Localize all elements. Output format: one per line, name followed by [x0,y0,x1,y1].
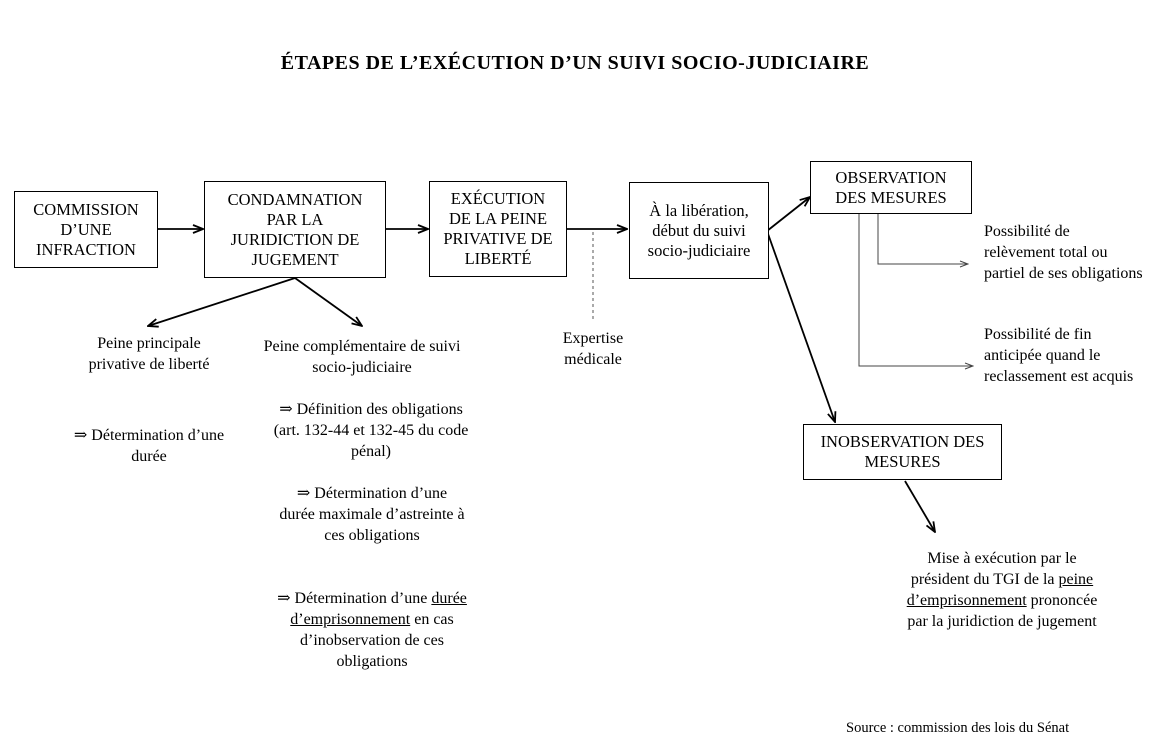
arrow-to-peine-principale [148,278,295,326]
outcome-suffix: prononcée par la juridiction de jugement [907,592,1098,630]
box-execution-peine: EXÉCUTION DE LA PEINE PRIVATIVE DE LIBERTÉ [429,181,567,277]
item3-prefix: ⇒ Détermination d’une [277,590,432,607]
peine-complementaire-item-obligations: ⇒ Définition des obligations (art. 132-44 et 132-45 du code pénal) [273,401,469,460]
box-commission-infraction: COMMISSION D’UNE INFRACTION [14,191,158,268]
arrow-observation-to-fin [859,214,973,366]
peine-complementaire-label: Peine complémentaire de suivi socio-judiciaire [263,338,461,376]
page-title: ÉTAPES DE L’EXÉCUTION D’UN SUIVI SOCIO-JUDICIAIRE [280,52,870,74]
observation-outcome-fin: Possibilité de fin anticipée quand le reclassement est acquis [984,326,1134,385]
peine-complementaire-item-duree-maximale: ⇒ Détermination d’une durée maximale d’astreinte à ces obligations [279,485,465,544]
source-note: Source : commission des lois du Sénat [846,720,1070,736]
arrow-observation-to-releve [878,214,968,264]
item3-underlined: durée d’emprisonnement [290,590,467,628]
peine-complementaire-item-emprisonnement [270,588,474,672]
box-condamnation: CONDAMNATION PAR LA JURIDICTION DE JUGEMENT [204,181,386,278]
arrow-inobservation-to-outcome [905,481,935,532]
expertise-medicale: Expertise médicale [562,330,624,368]
peine-principale-item: ⇒ Détermination d’une durée [73,427,225,465]
arrow-liberation-to-observation [767,197,810,231]
item3-suffix: en cas d’inobservation de ces obligations [300,611,454,670]
outcome-underlined: peine d’emprisonnement [906,571,1094,609]
box-observation: OBSERVATION DES MESURES [810,161,972,214]
box-liberation: À la libération, début du suivi socio-judiciaire [629,182,769,279]
box-inobservation: INOBSERVATION DES MESURES [803,424,1002,480]
peine-principale-label: Peine principale privative de liberté [88,335,210,373]
observation-outcome-releve: Possibilité de relèvement total ou partiel de ses obligations [984,223,1143,282]
inobservation-outcome [905,548,1099,632]
arrow-liberation-to-inobservation [767,231,835,422]
arrow-to-peine-complementaire [295,278,362,326]
outcome-prefix: Mise à exécution par le président du TGI de la [910,550,1077,588]
